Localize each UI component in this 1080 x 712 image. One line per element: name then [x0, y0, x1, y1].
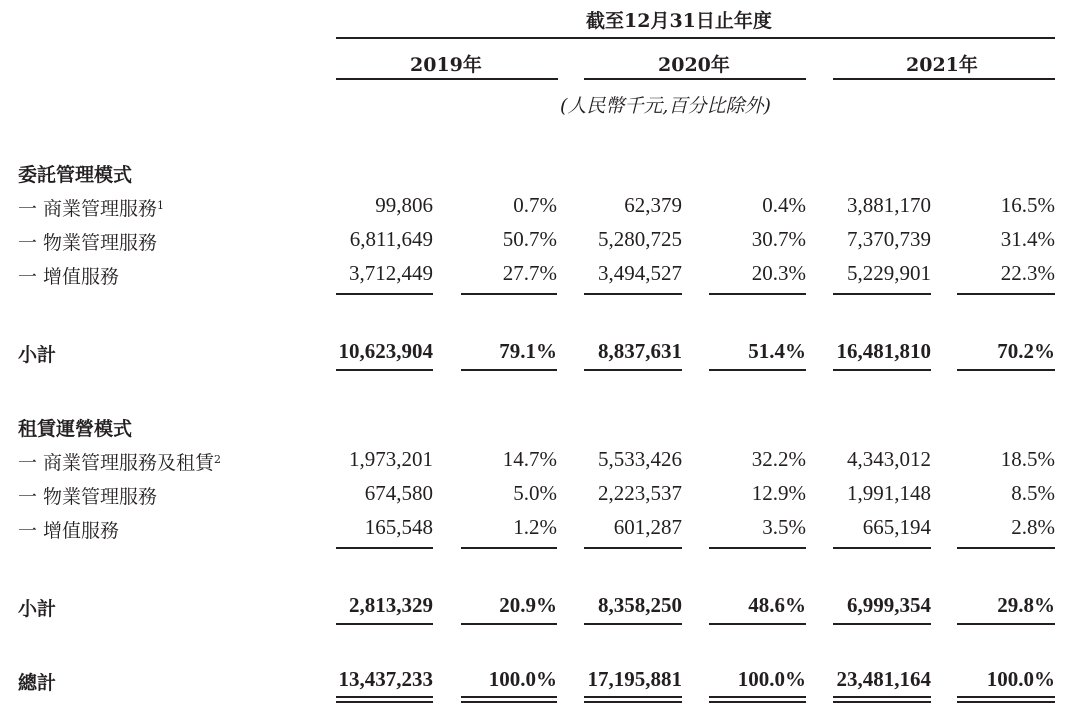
total-double-rule-top: [336, 696, 433, 698]
value-cell: 10,623,904: [338, 339, 433, 363]
section-sum-rule: [957, 547, 1055, 549]
value-cell: 7,370,739: [847, 227, 931, 251]
subtotal-rule: [957, 623, 1055, 625]
row-label: [18, 448, 221, 475]
row-label-text: 一 商業管理服務及租賃: [18, 452, 215, 474]
section-title-leasing: 租賃運營模式: [18, 418, 133, 440]
value-cell: 79.1%: [499, 339, 557, 363]
total-double-rule-top: [709, 696, 806, 698]
section-sum-rule: [336, 547, 433, 549]
subtotal-rule: [336, 623, 433, 625]
value-cell: 70.2%: [997, 339, 1055, 363]
subtotal-rule: [833, 623, 931, 625]
section-title-entrusted: 委託管理模式: [18, 164, 133, 186]
value-cell: 674,580: [364, 481, 433, 505]
total-double-rule-top: [461, 696, 557, 698]
subtotal-rule: [957, 369, 1055, 371]
total-double-rule-bottom: [833, 701, 931, 703]
year-2021-rule: [833, 78, 1055, 80]
row-label: 一 增值服務: [18, 520, 120, 542]
subtotal-rule: [461, 369, 557, 371]
row-label-text: 一 商業管理服務: [18, 198, 158, 220]
year-2019-rule: [336, 78, 558, 80]
value-cell: 62,379: [624, 193, 682, 217]
value-cell: 13,437,233: [338, 667, 433, 691]
value-cell: 20.3%: [751, 261, 806, 285]
value-cell: 48.6%: [748, 593, 806, 617]
year-2021-header: 2021年: [906, 54, 978, 76]
value-cell: 18.5%: [1000, 447, 1055, 471]
unit-note: (人民幣千元,百分比除外): [560, 95, 771, 117]
period-header: 截至12月31日止年度: [586, 10, 772, 32]
value-cell: 5,533,426: [598, 447, 682, 471]
footnote-marker: 2: [214, 453, 222, 466]
value-cell: 0.7%: [513, 193, 557, 217]
value-cell: 30.7%: [751, 227, 806, 251]
value-cell: 5.0%: [513, 481, 557, 505]
value-cell: 6,811,649: [349, 227, 433, 251]
value-cell: 99,806: [375, 193, 433, 217]
year-2020-header: 2020年: [658, 54, 730, 76]
row-label: 一 物業管理服務: [18, 486, 158, 508]
value-cell: 1,991,148: [847, 481, 931, 505]
year-2020-rule: [584, 78, 806, 80]
value-cell: 100.0%: [737, 667, 806, 691]
year-2019-header: 2019年: [410, 54, 482, 76]
total-double-rule-bottom: [957, 701, 1055, 703]
section-sum-rule: [584, 547, 682, 549]
section-sum-rule: [461, 547, 557, 549]
total-double-rule-bottom: [584, 701, 682, 703]
value-cell: 50.7%: [502, 227, 557, 251]
value-cell: 2,813,329: [349, 593, 433, 617]
subtotal-rule: [709, 623, 806, 625]
subtotal-rule: [709, 369, 806, 371]
value-cell: 8.5%: [1011, 481, 1055, 505]
subtotal-rule: [336, 369, 433, 371]
value-cell: 3,494,527: [598, 261, 682, 285]
value-cell: 5,229,901: [847, 261, 931, 285]
section-sum-rule: [461, 293, 557, 295]
value-cell: 3,712,449: [349, 261, 433, 285]
total-double-rule-top: [957, 696, 1055, 698]
subtotal-rule: [833, 369, 931, 371]
value-cell: 16.5%: [1000, 193, 1055, 217]
value-cell: 1,973,201: [349, 447, 433, 471]
row-label: 一 物業管理服務: [18, 232, 158, 254]
value-cell: 17,195,881: [587, 667, 682, 691]
subtotal-label: 小計: [18, 344, 57, 366]
value-cell: 14.7%: [502, 447, 557, 471]
value-cell: 16,481,810: [836, 339, 931, 363]
value-cell: 22.3%: [1000, 261, 1055, 285]
value-cell: 51.4%: [748, 339, 806, 363]
subtotal-rule: [584, 623, 682, 625]
section-sum-rule: [957, 293, 1055, 295]
period-rule: [336, 37, 1055, 39]
value-cell: 8,837,631: [598, 339, 682, 363]
value-cell: 0.4%: [762, 193, 806, 217]
subtotal-rule: [584, 369, 682, 371]
value-cell: 165,548: [364, 515, 433, 539]
total-double-rule-bottom: [709, 701, 806, 703]
footnote-marker: 1: [157, 199, 165, 212]
total-double-rule-bottom: [461, 701, 557, 703]
value-cell: 32.2%: [751, 447, 806, 471]
value-cell: 31.4%: [1000, 227, 1055, 251]
value-cell: 665,194: [862, 515, 931, 539]
total-double-rule-bottom: [336, 701, 433, 703]
row-label: 一 增值服務: [18, 266, 120, 288]
row-label: [18, 194, 164, 221]
subtotal-label: 小計: [18, 598, 57, 620]
value-cell: 23,481,164: [836, 667, 931, 691]
value-cell: 2,223,537: [598, 481, 682, 505]
section-sum-rule: [833, 293, 931, 295]
section-sum-rule: [584, 293, 682, 295]
total-label: 總計: [18, 672, 57, 694]
value-cell: 3.5%: [762, 515, 806, 539]
value-cell: 8,358,250: [598, 593, 682, 617]
value-cell: 100.0%: [488, 667, 557, 691]
value-cell: 12.9%: [751, 481, 806, 505]
value-cell: 3,881,170: [847, 193, 931, 217]
value-cell: 6,999,354: [847, 593, 931, 617]
total-double-rule-top: [584, 696, 682, 698]
section-sum-rule: [709, 547, 806, 549]
total-double-rule-top: [833, 696, 931, 698]
value-cell: 20.9%: [499, 593, 557, 617]
value-cell: 27.7%: [502, 261, 557, 285]
subtotal-rule: [461, 623, 557, 625]
section-sum-rule: [709, 293, 806, 295]
value-cell: 4,343,012: [847, 447, 931, 471]
value-cell: 5,280,725: [598, 227, 682, 251]
value-cell: 601,287: [613, 515, 682, 539]
value-cell: 1.2%: [513, 515, 557, 539]
section-sum-rule: [833, 547, 931, 549]
value-cell: 2.8%: [1011, 515, 1055, 539]
value-cell: 100.0%: [986, 667, 1055, 691]
value-cell: 29.8%: [997, 593, 1055, 617]
section-sum-rule: [336, 293, 433, 295]
